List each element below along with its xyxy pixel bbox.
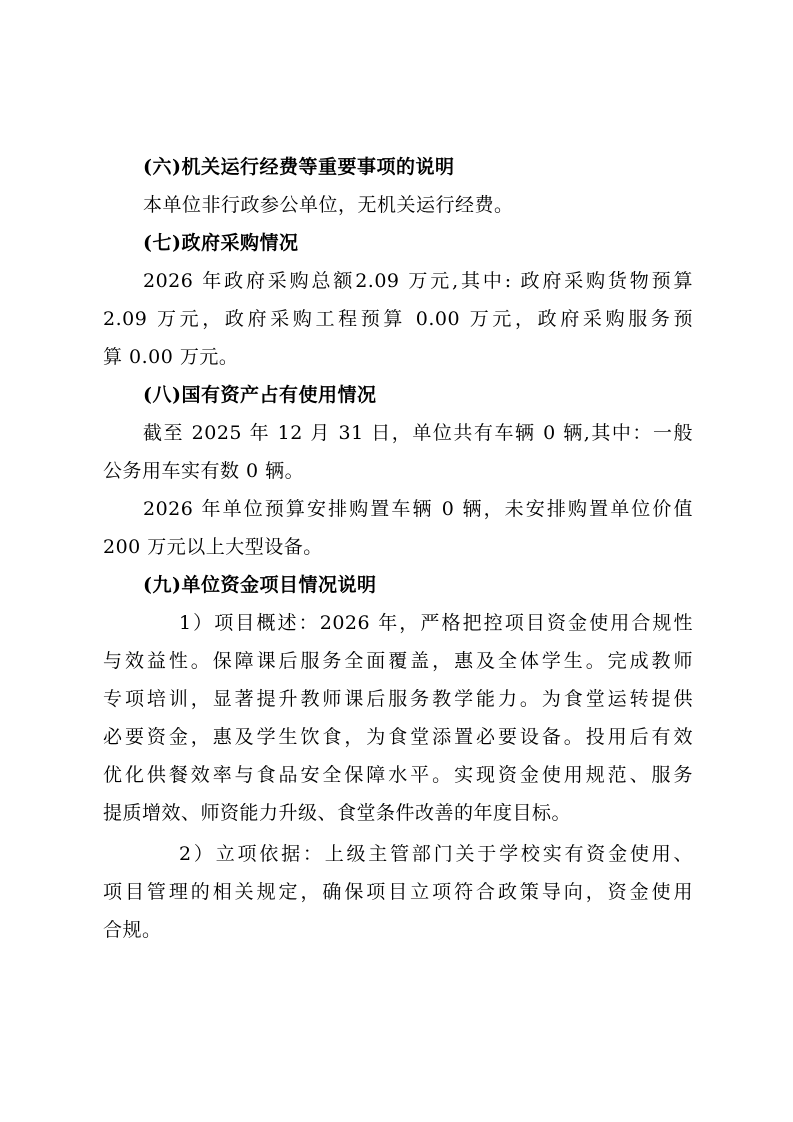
section-heading-8: (八)国有资产占有使用情况 — [143, 384, 377, 406]
paragraph-line: 优化供餐效率与食品安全保障水平。实现资金使用规范、服务 — [103, 764, 693, 786]
document-page — [103, 148, 693, 949]
paragraph-line: 项目管理的相关规定，确保项目立项符合政策导向，资金使用 — [103, 881, 693, 903]
paragraph-line: 公务用车实有数 0 辆。 — [103, 460, 305, 482]
paragraph-line: 200 万元以上大型设备。 — [103, 536, 323, 558]
paragraph-line: 算 0.00 万元。 — [103, 346, 239, 368]
section-heading-7: (七)政府采购情况 — [143, 232, 299, 254]
paragraph-line: 合规。 — [103, 919, 162, 941]
paragraph-line: 与效益性。保障课后服务全面覆盖，惠及全体学生。完成教师 — [103, 650, 693, 672]
paragraph-line: 截至 2025 年 12 月 31 日，单位共有车辆 0 辆,其中：一般 — [143, 422, 693, 444]
paragraph-line: 专项培训，显著提升教师课后服务教学能力。为食堂运转提供 — [103, 688, 693, 710]
paragraph-line: 提质增效、师资能力升级、食堂条件改善的年度目标。 — [103, 802, 572, 824]
paragraph-line: 2.09 万元，政府采购工程预算 0.00 万元，政府采购服务预 — [103, 308, 693, 330]
paragraph-line: 2）立项依据：上级主管部门关于学校实有资金使用、 — [179, 843, 693, 865]
paragraph-line: 本单位非行政参公单位，无机关运行经费。 — [143, 194, 514, 216]
paragraph-line: 2026 年政府采购总额2.09 万元,其中: 政府采购货物预算 — [143, 270, 693, 292]
paragraph-line: 1）项目概述：2026 年，严格把控项目资金使用合规性 — [179, 612, 693, 634]
section-heading-6: (六)机关运行经费等重要事项的说明 — [143, 156, 455, 178]
paragraph-line: 2026 年单位预算安排购置车辆 0 辆，未安排购置单位价值 — [143, 498, 693, 520]
section-heading-9: (九)单位资金项目情况说明 — [143, 574, 377, 596]
paragraph-line: 必要资金，惠及学生饮食，为食堂添置必要设备。投用后有效 — [103, 726, 693, 748]
